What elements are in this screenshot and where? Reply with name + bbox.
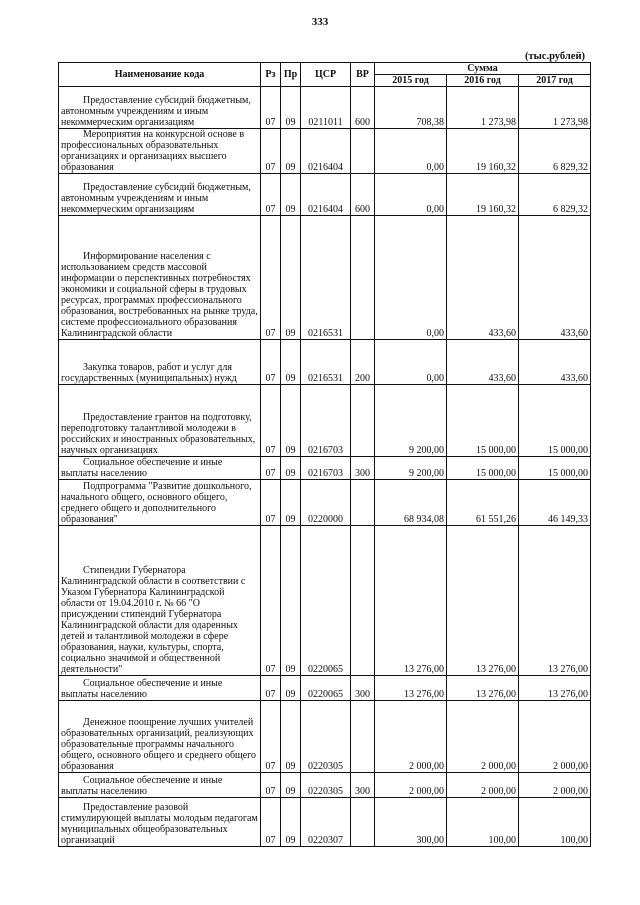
table-body	[59, 87, 591, 847]
cell-y2017: 6 829,32	[519, 174, 591, 216]
cell-y2016: 19 160,32	[447, 174, 519, 216]
cell-rz: 07	[261, 340, 281, 385]
cell-vr: 300	[351, 457, 375, 480]
cell-y2016: 100,00	[447, 798, 519, 847]
row-name-text: Денежное поощрение лучших учителей образовательных организаций, реализующих образовательные программы начального общего, основного общего и среднего общего образования	[61, 717, 257, 772]
row-name	[59, 480, 261, 526]
cell-vr	[351, 385, 375, 457]
row-name-text: Закупка товаров, работ и услуг для государственных (муниципальных) нужд	[61, 362, 237, 384]
cell-pr: 09	[281, 129, 301, 174]
cell-csr: 0211011	[301, 87, 351, 129]
row-name	[59, 340, 261, 385]
cell-vr: 600	[351, 87, 375, 129]
row-name	[59, 676, 261, 701]
cell-rz: 07	[261, 174, 281, 216]
cell-y2017: 13 276,00	[519, 526, 591, 676]
cell-pr: 09	[281, 174, 301, 216]
row-name	[59, 526, 261, 676]
cell-y2017: 15 000,00	[519, 457, 591, 480]
cell-y2017: 100,00	[519, 798, 591, 847]
table-row	[59, 87, 591, 129]
cell-pr: 09	[281, 798, 301, 847]
cell-y2017: 2 000,00	[519, 773, 591, 798]
cell-y2015: 2 000,00	[375, 773, 447, 798]
cell-csr: 0220065	[301, 526, 351, 676]
cell-csr: 0220307	[301, 798, 351, 847]
cell-y2017: 2 000,00	[519, 701, 591, 773]
cell-pr: 09	[281, 87, 301, 129]
cell-vr: 600	[351, 174, 375, 216]
cell-pr: 09	[281, 216, 301, 340]
table-row	[59, 676, 591, 701]
row-name-text: Информирование населения с использованием средств массовой информации о перспективных потребностях экономики и социальной сферы в трудовых ресурсах, программах профессионального образования, востребованных на рынке труда, системе профессионального образования Калининградской области	[61, 251, 258, 339]
cell-y2016: 13 276,00	[447, 526, 519, 676]
cell-rz: 07	[261, 457, 281, 480]
cell-y2017: 46 149,33	[519, 480, 591, 526]
cell-csr: 0220065	[301, 676, 351, 701]
cell-pr: 09	[281, 480, 301, 526]
table-row	[59, 385, 591, 457]
header-2016: 2016 год	[447, 75, 519, 87]
cell-csr: 0216703	[301, 457, 351, 480]
row-name	[59, 457, 261, 480]
cell-vr: 300	[351, 773, 375, 798]
row-name-text: Стипендии Губернатора Калининградской области в соответствии с Указом Губернатора Калининградской области от 19.04.2010 г. № 66 "О присуждении стипендий Губернатора Калининградской области для одаренных детей и талантливой молодежи в сфере образования, науки, культуры, спорта, социально значимой и общественной деятельности"	[61, 565, 246, 675]
budget-table	[58, 62, 591, 847]
row-name	[59, 701, 261, 773]
page-number: 333	[311, 16, 329, 28]
cell-y2016: 19 160,32	[447, 129, 519, 174]
header-vr: ВР	[351, 63, 375, 87]
cell-y2015: 9 200,00	[375, 385, 447, 457]
row-name-text: Социальное обеспечение и иные выплаты населению	[61, 678, 223, 700]
cell-csr: 0220305	[301, 773, 351, 798]
header-sum: Сумма	[375, 63, 591, 75]
cell-vr	[351, 129, 375, 174]
cell-y2015: 0,00	[375, 129, 447, 174]
cell-y2015: 300,00	[375, 798, 447, 847]
cell-vr	[351, 480, 375, 526]
cell-y2016: 61 551,26	[447, 480, 519, 526]
row-name-text: Подпрограмма "Развитие дошкольного, начального общего, основного общего, среднего общего и дополнительного образования"	[61, 481, 252, 525]
cell-rz: 07	[261, 385, 281, 457]
table-row	[59, 526, 591, 676]
cell-y2017: 433,60	[519, 340, 591, 385]
cell-y2015: 13 276,00	[375, 526, 447, 676]
row-name-text: Предоставление субсидий бюджетным, автономным учреждениям и иным некоммерческим организациям	[61, 95, 251, 128]
cell-y2016: 2 000,00	[447, 701, 519, 773]
cell-y2017: 1 273,98	[519, 87, 591, 129]
cell-rz: 07	[261, 480, 281, 526]
cell-vr	[351, 216, 375, 340]
table-row	[59, 129, 591, 174]
header-rz: Рз	[261, 63, 281, 87]
cell-pr: 09	[281, 676, 301, 701]
header-csr: ЦСР	[301, 63, 351, 87]
table-row	[59, 701, 591, 773]
cell-y2015: 13 276,00	[375, 676, 447, 701]
cell-y2017: 6 829,32	[519, 129, 591, 174]
cell-y2016: 1 273,98	[447, 87, 519, 129]
cell-pr: 09	[281, 526, 301, 676]
cell-y2017: 15 000,00	[519, 385, 591, 457]
row-name	[59, 773, 261, 798]
table-row	[59, 773, 591, 798]
row-name-text: Предоставление грантов на подготовку, переподготовку талантливой молодежи в российских и иностранных образовательных, научных организациях	[61, 412, 256, 456]
cell-y2015: 0,00	[375, 340, 447, 385]
row-name	[59, 216, 261, 340]
cell-rz: 07	[261, 773, 281, 798]
row-name-text: Социальное обеспечение и иные выплаты населению	[61, 457, 223, 479]
cell-pr: 09	[281, 701, 301, 773]
cell-y2015: 0,00	[375, 216, 447, 340]
cell-vr	[351, 526, 375, 676]
cell-pr: 09	[281, 457, 301, 480]
cell-y2015: 9 200,00	[375, 457, 447, 480]
cell-vr: 300	[351, 676, 375, 701]
cell-pr: 09	[281, 385, 301, 457]
cell-vr: 200	[351, 340, 375, 385]
cell-y2017: 13 276,00	[519, 676, 591, 701]
cell-y2015: 2 000,00	[375, 701, 447, 773]
cell-rz: 07	[261, 526, 281, 676]
cell-y2016: 15 000,00	[447, 385, 519, 457]
cell-rz: 07	[261, 701, 281, 773]
cell-vr	[351, 798, 375, 847]
row-name	[59, 798, 261, 847]
row-name	[59, 385, 261, 457]
row-name	[59, 87, 261, 129]
row-name-text: Социальное обеспечение и иные выплаты населению	[61, 775, 223, 797]
cell-vr	[351, 701, 375, 773]
cell-y2015: 0,00	[375, 174, 447, 216]
cell-csr: 0220000	[301, 480, 351, 526]
row-name	[59, 174, 261, 216]
table-row	[59, 457, 591, 480]
cell-rz: 07	[261, 129, 281, 174]
cell-csr: 0216531	[301, 216, 351, 340]
cell-rz: 07	[261, 798, 281, 847]
cell-y2016: 13 276,00	[447, 676, 519, 701]
cell-pr: 09	[281, 773, 301, 798]
cell-csr: 0216531	[301, 340, 351, 385]
cell-pr: 09	[281, 340, 301, 385]
table-row	[59, 340, 591, 385]
units-label: (тыс.рублей)	[524, 51, 585, 62]
table-row	[59, 174, 591, 216]
cell-y2015: 68 934,08	[375, 480, 447, 526]
header-pr: Пр	[281, 63, 301, 87]
header-name: Наименование кода	[59, 63, 261, 87]
cell-y2016: 433,60	[447, 340, 519, 385]
cell-y2016: 2 000,00	[447, 773, 519, 798]
row-name-text: Предоставление разовой стимулирующей выплаты молодым педагогам муниципальных общеобразовательных организаций	[61, 802, 258, 846]
row-name	[59, 129, 261, 174]
cell-csr: 0216703	[301, 385, 351, 457]
cell-rz: 07	[261, 216, 281, 340]
cell-y2017: 433,60	[519, 216, 591, 340]
cell-y2015: 708,38	[375, 87, 447, 129]
header-2015: 2015 год	[375, 75, 447, 87]
cell-csr: 0220305	[301, 701, 351, 773]
cell-csr: 0216404	[301, 174, 351, 216]
cell-y2016: 433,60	[447, 216, 519, 340]
cell-y2016: 15 000,00	[447, 457, 519, 480]
cell-csr: 0216404	[301, 129, 351, 174]
row-name-text: Мероприятия на конкурсной основе в профессиональных образовательных организациях и организациях высшего образования	[61, 129, 245, 173]
header-2017: 2017 год	[519, 75, 591, 87]
row-name-text: Предоставление субсидий бюджетным, автономным учреждениям и иным некоммерческим организациям	[61, 182, 251, 215]
table-row	[59, 216, 591, 340]
table-row	[59, 480, 591, 526]
table-row	[59, 798, 591, 847]
cell-rz: 07	[261, 676, 281, 701]
cell-rz: 07	[261, 87, 281, 129]
